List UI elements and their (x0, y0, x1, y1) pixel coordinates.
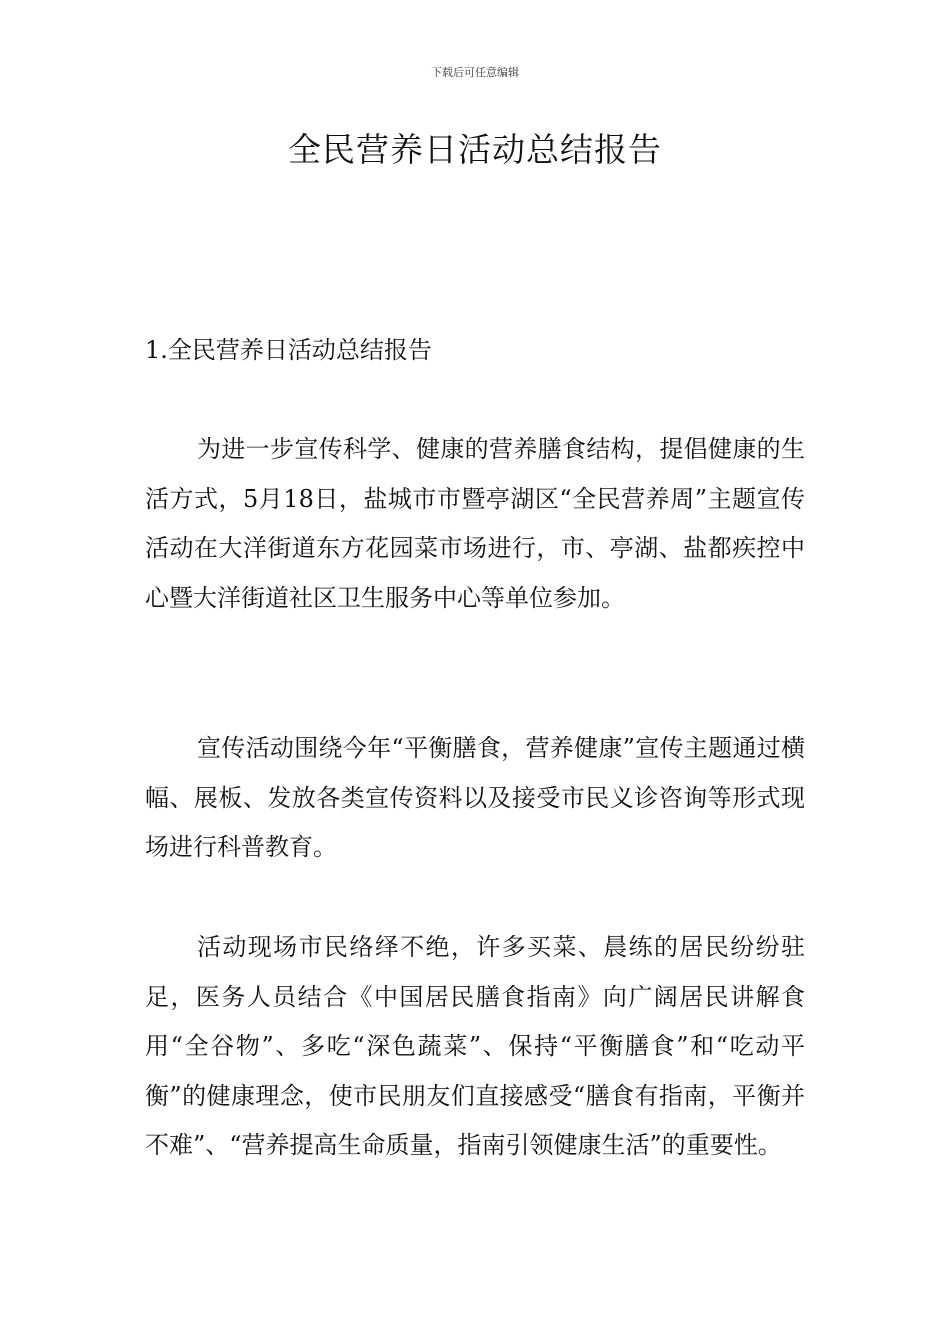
paragraph-2: 宣传活动围绕今年“平衡膳食，营养健康”宣传主题通过横幅、展板、发放各类宣传资料以及接受市民义诊咨询等形式现场进行科普教育。 (145, 734, 805, 862)
paragraph-1: 为进一步宣传科学、健康的营养膳食结构，提倡健康的生活方式，5月18日，盐城市市暨亭湖区“全民营养周”主题宣传活动在大洋街道东方花园菜市场进行，市、亭湖、盐都疾控中心暨大洋街道社区卫生服务中心等单位参加。 (145, 435, 805, 612)
page-title: 全民营养日活动总结报告 (288, 130, 662, 169)
paragraph-3: 活动现场市民络绎不绝，许多买菜、晨练的居民纷纷驻足，医务人员结合《中国居民膳食指南》向广阔居民讲解食用“全谷物”、多吃“深色蔬菜”、保持“平衡膳食”和“吃动平衡”的健康理念，使市民朋友们直接感受“膳食有指南，平衡并不难”、“营养提高生命质量，指南引领健康生活”的重要性。 (145, 933, 805, 1160)
header-note: 下载后可任意编辑 (431, 66, 519, 79)
section-heading: 1.全民营养日活动总结报告 (145, 336, 432, 364)
